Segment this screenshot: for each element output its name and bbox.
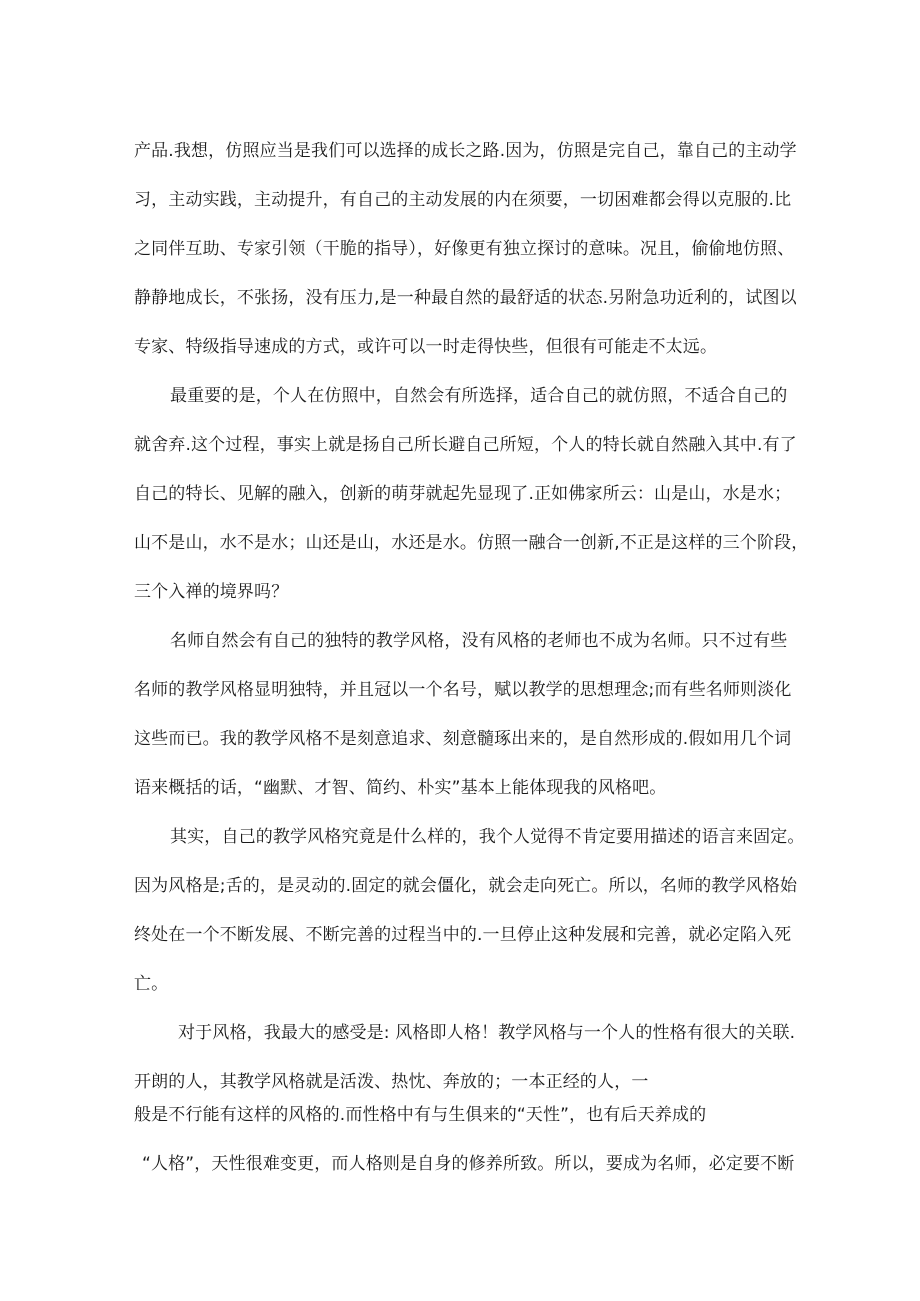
text-line: 语来概括的话，“幽默、才智、简约、朴实”基本上能体现我的风格吧。 — [134, 778, 667, 798]
text-line: 亡。 — [134, 974, 169, 994]
text-line: 就舍弃.这个过程，事实上就是扬自己所长避自己所短，个人的特长就自然融入其中.有了 — [134, 435, 797, 455]
paragraph-first-line: 其实，自己的教学风格究竟是什么样的，我个人觉得不肯定要用描述的语言来固定。 — [170, 827, 805, 847]
text-line: 终处在一个不断发展、不断完善的过程当中的.一旦停止这种发展和完善，就必定陷入死 — [134, 925, 792, 945]
text-line: 产品.我想，仿照应当是我们可以选择的成长之路.因为，仿照是完自己，靠自己的主动学 — [134, 141, 797, 161]
text-line: 般是不行能有这样的风格的.而性格中有与生俱来的“天性”，也有后天养成的 — [134, 1105, 707, 1125]
text-line: 专家、特级指导速成的方式，或许可以一时走得快些，但很有可能走不太远。 — [134, 337, 718, 357]
paragraph-first-line: 名师自然会有自己的独特的教学风格，没有风格的老师也不成为名师。只不过有些 — [170, 631, 788, 651]
text-line: “人格”，天性很难变更，而人格则是自身的修养所致。所以，要成为名师，必定要不断 — [142, 1154, 795, 1174]
paragraph-first-line: 最重要的是，个人在仿照中，自然会有所选择，适合自己的就仿照，不适合自己的 — [170, 386, 788, 406]
text-line: 因为风格是;舌的，是灵动的.固定的就会僵化，就会走向死亡。所以，名师的教学风格始 — [134, 876, 798, 896]
text-line: 自己的特长、见解的融入，创新的萌芽就起先显现了.正如佛家所云：山是山，水是水； — [134, 484, 792, 504]
text-line: 静静地成长，不张扬，没有压力,是一种最自然的最舒适的状态.另附急功近利的，试图以 — [134, 288, 797, 308]
text-line: 习，主动实践，主动提升，有自己的主动发展的内在须要，一切困难都会得以克服的.比 — [134, 190, 792, 210]
text-line: 开朗的人，其教学风格就是活泼、热忱、奔放的；一本正经的人，一 — [134, 1072, 649, 1092]
paragraph-first-line: 对于风格，我最大的感受是: 风格即人格！教学风格与一个人的性格有很大的关联. — [178, 1023, 796, 1043]
text-line: 之同伴互助、专家引领（干脆的指导），好像更有独立探讨的意味。况且，偷偷地仿照、 — [134, 239, 795, 259]
text-line: 三个入禅的境界吗？ — [134, 582, 289, 602]
text-line: 名师的教学风格显明独特，并且冠以一个名号，赋以教学的思想理念;而有些名师则淡化 — [134, 680, 792, 700]
text-line: 这些而已。我的教学风格不是刻意追求、刻意髓琢出来的，是自然形成的.假如用几个词 — [134, 729, 792, 749]
text-line: 山不是山，水不是水；山还是山，水还是水。仿照一融合一创新,不正是这样的三个阶段， — [134, 533, 809, 553]
